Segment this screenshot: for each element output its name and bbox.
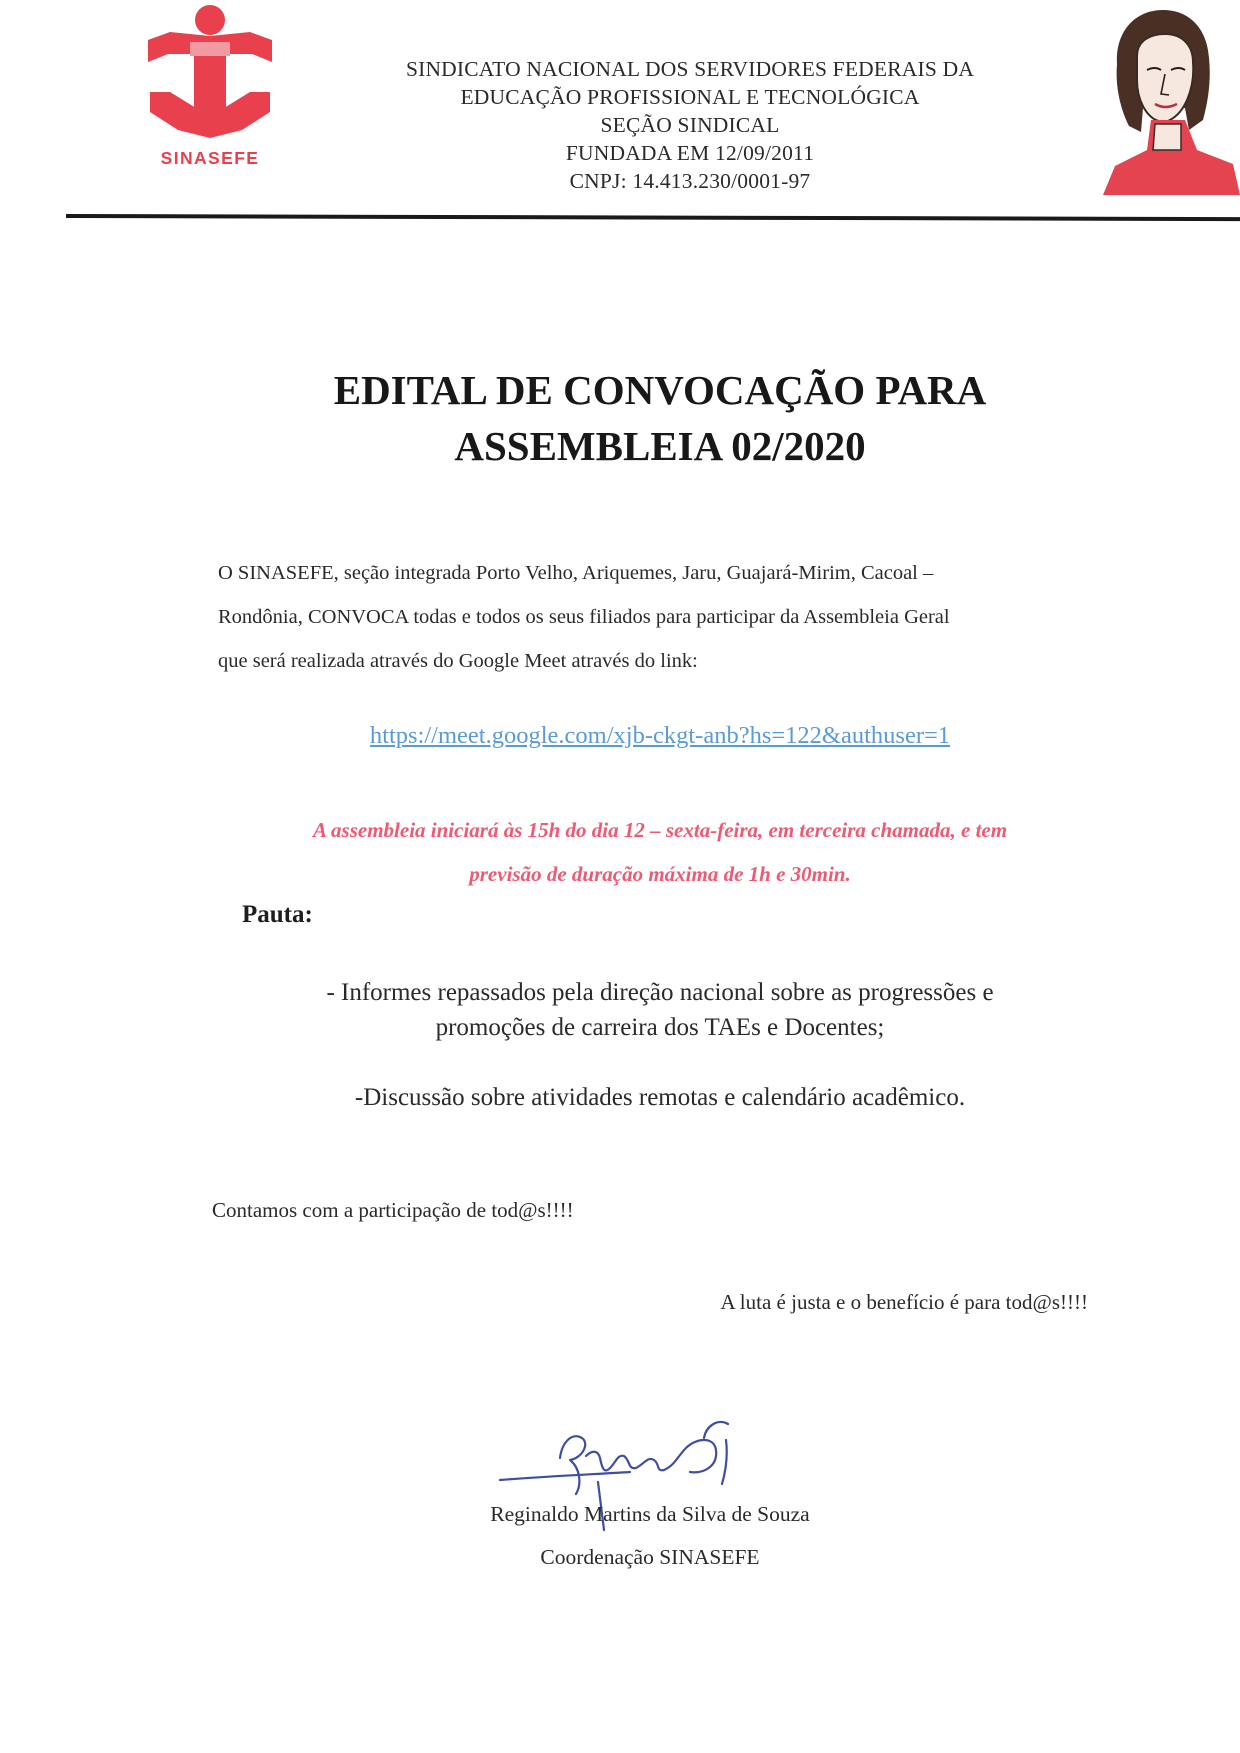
signature-scribble-icon — [490, 1398, 780, 1558]
agenda-label: Pauta: — [242, 901, 313, 928]
handwritten-signature — [490, 1398, 780, 1558]
convocation-paragraph — [218, 551, 1098, 683]
google-meet-link[interactable]: https://meet.google.com/xjb-ckgt-anb?hs=122&authuser=1 — [369, 722, 951, 749]
meeting-start-info — [200, 808, 1120, 896]
woman-portrait-icon — [1085, 0, 1240, 195]
body-line-2: Rondônia, CONVOCA todas e todos os seus filiados para participar da Assembleia Geral — [218, 606, 950, 628]
header-line-1: SINDICATO NACIONAL DOS SERVIDORES FEDERAIS DA — [405, 57, 975, 81]
title-line-2: ASSEMBLEIA 02/2020 — [454, 423, 866, 469]
logo-label: SINASEFE — [160, 148, 260, 168]
closing-line-1: Contamos com a participação de tod@s!!!! — [212, 1198, 574, 1222]
header-line-2: EDUCAÇÃO PROFISSIONAL E TECNOLÓGICA — [460, 85, 920, 109]
header-divider — [66, 214, 1240, 221]
header-organization-info — [340, 55, 1040, 195]
agenda-item-1 — [200, 975, 1120, 1045]
signer-name: Reginaldo Martins da Silva de Souza — [490, 1502, 810, 1526]
signer-role: Coordenação SINASEFE — [540, 1545, 760, 1569]
sinasefe-logo — [130, 0, 290, 178]
start-info-line-2: previsão de duração máxima de 1h e 30min. — [469, 862, 851, 886]
body-line-1: O SINASEFE, seção integrada Porto Velho, Ariquemes, Jaru, Guajará-Mirim, Cacoal – — [218, 562, 934, 584]
header-line-4: FUNDADA EM 12/09/2011 — [565, 141, 815, 165]
header-line-3: SEÇÃO SINDICAL — [600, 113, 780, 137]
agenda-item-2: -Discussão sobre atividades remotas e calendário acadêmico. — [354, 1084, 966, 1111]
header-line-5: CNPJ: 14.413.230/0001-97 — [569, 169, 811, 193]
agenda-item-1-line-1: - Informes repassados pela direção nacional sobre as progressões e — [326, 979, 994, 1006]
document-title — [200, 362, 1120, 474]
start-info-line-1: A assembleia iniciará às 15h do dia 12 – sexta-feira, em terceira chamada, e tem — [312, 818, 1008, 842]
title-line-1: EDITAL DE CONVOCAÇÃO PARA — [333, 367, 987, 413]
closing-line-2: A luta é justa e o benefício é para tod@s!!!! — [720, 1290, 1088, 1314]
agenda-item-1-line-2: promoções de carreira dos TAEs e Docentes; — [435, 1014, 885, 1041]
portrait-illustration — [1085, 0, 1240, 195]
body-line-3: que será realizada através do Google Meet através do link: — [218, 650, 698, 672]
